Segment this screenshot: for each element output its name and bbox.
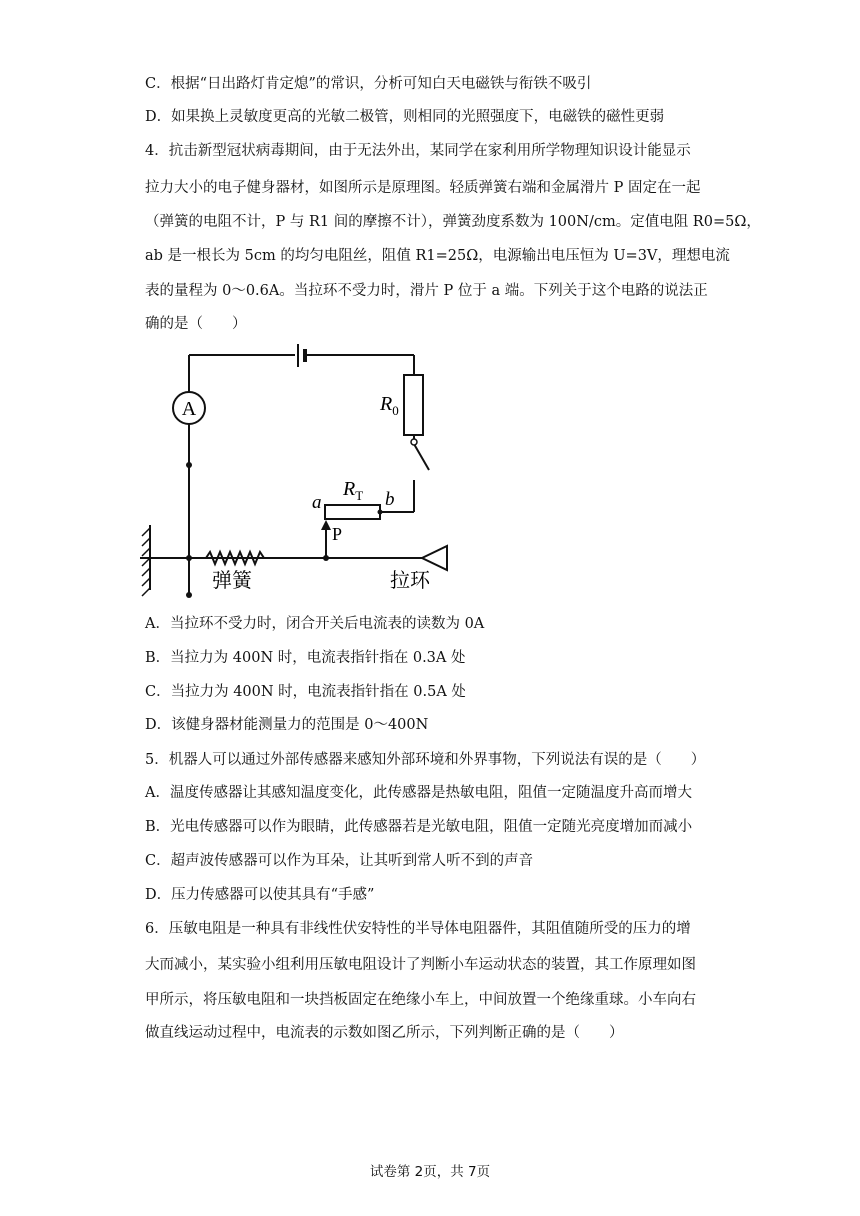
option-a-q5: A．温度传感器让其感知温度变化，此传感器是热敏电阻，阻值一定随温度升高而增大 — [145, 785, 692, 801]
option-c-q3: C．根据“日出路灯肯定熄”的常识，分析可知白天电磁铁与衔铁不吸引 — [145, 76, 592, 92]
option-b-q5: B．光电传感器可以作为眼睛，此传感器若是光敏电阻，阻值一定随光亮度增加而减小 — [145, 819, 693, 835]
option-a-q4: A．当拉环不受力时，闭合开关后电流表的读数为 0A — [145, 616, 485, 632]
slider-p-label: P — [332, 524, 343, 544]
question-6-line-4: 做直线运动过程中，电流表的示数如图乙所示，下列判断正确的是（ ） — [145, 1025, 624, 1041]
r0-label: $R_0$ — [380, 393, 399, 418]
pull-ring-label: 拉环 — [390, 570, 430, 592]
switch — [414, 444, 429, 470]
question-6-line-3: 甲所示，将压敏电阻和一块挡板固定在绝缘小车上，中间放置一个绝缘重球。小车向右 — [145, 992, 696, 1008]
pull-ring — [422, 546, 447, 570]
spring-label: 弹簧 — [212, 570, 252, 592]
terminal-b-label: b — [385, 489, 395, 510]
r0-resistor — [404, 375, 423, 435]
question-4-line-6: 确的是（ ） — [145, 316, 247, 332]
question-6-line-1: 6．压敏电阻是一种具有非线性伏安特性的半导体电阻器件，其阻值随所受的压力的增 — [145, 921, 691, 937]
option-c-q4: C．当拉力为 400N 时，电流表指针指在 0.5A 处 — [145, 684, 466, 700]
question-4-line-1: 4．抗击新型冠状病毒期间，由于无法外出，某同学在家利用所学物理知识设计能显示 — [145, 143, 691, 159]
option-d-q3: D．如果换上灵敏度更高的光敏二极管，则相同的光照强度下，电磁铁的磁性更弱 — [145, 109, 665, 125]
option-d-q4: D．该健身器材能测量力的范围是 0～400N — [145, 717, 429, 733]
ammeter-label: A — [181, 398, 197, 420]
option-b-q4: B．当拉力为 400N 时，电流表指针指在 0.3A 处 — [145, 650, 466, 666]
rt-resistor — [325, 505, 380, 519]
slider-arrow — [321, 520, 331, 530]
terminal-a-label: a — [312, 492, 322, 513]
option-d-q5: D．压力传感器可以使其具有“手感” — [145, 887, 375, 903]
question-4-line-3: （弹簧的电阻不计，P 与 R1 间的摩擦不计），弹簧劲度系数为 100N/cm。定值电阻 R0=5Ω， — [145, 214, 761, 230]
question-5: 5．机器人可以通过外部传感器来感知外部环境和外界事物，下列说法有误的是（ ） — [145, 752, 706, 768]
question-4-line-2: 拉力大小的电子健身器材，如图所示是原理图。轻质弹簧右端和金属滑片 P 固定在一起 — [145, 180, 701, 196]
option-c-q5: C．超声波传感器可以作为耳朵，让其听到常人听不到的声音 — [145, 853, 534, 869]
question-4-line-5: 表的量程为 0～0.6A。当拉环不受力时，滑片 P 位于 a 端。下列关于这个电路的说法正 — [145, 283, 708, 299]
circuit-diagram — [140, 340, 470, 602]
rt-label: $R_T$ — [343, 478, 364, 503]
question-4-line-4: ab 是一根长为 5cm 的均匀电阻丝，阻值 R1=25Ω，电源输出电压恒为 U=3V，理想电流 — [145, 248, 730, 264]
page-footer: 试卷第 2页，共 7页 — [369, 1164, 491, 1180]
question-6-line-2: 大而减小，某实验小组利用压敏电阻设计了判断小车运动状态的装置，其工作原理如图 — [145, 957, 696, 973]
